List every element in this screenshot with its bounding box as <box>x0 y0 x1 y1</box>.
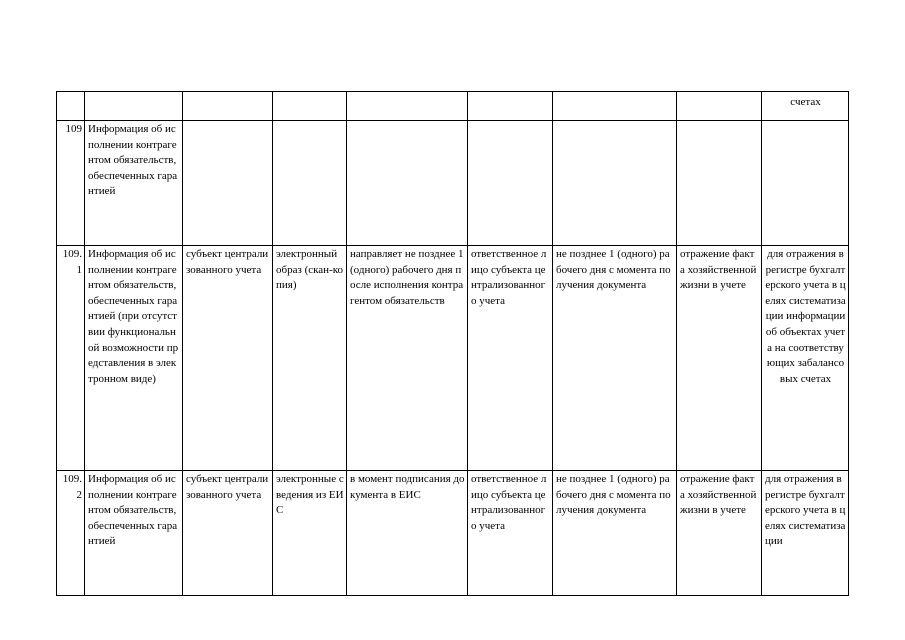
cell-deadline: направляет не позднее 1 (одного) рабочего дня после исполнения контрагентом обязательств <box>347 246 468 471</box>
cell-processing-time: не позднее 1 (одного) рабочего дня с момента получения документа <box>553 246 677 471</box>
cell-purpose: счетах <box>762 92 849 121</box>
cell-action <box>677 121 762 246</box>
cell-document-name: Информация об исполнении контрагентом обязательств, обеспеченных гарантией <box>85 471 183 596</box>
cell-recipient: ответственное лицо субъекта централизованного учета <box>468 471 553 596</box>
cell-purpose: для отражения в регистре бухгалтерского учета в целях систематизации информации об объектах учета на соответствующих забалансовых счетах <box>762 246 849 471</box>
cell-format: электронный образ (скан-копия) <box>273 246 347 471</box>
cell-processing-time <box>553 121 677 246</box>
cell-action: отражение факта хозяйственной жизни в учете <box>677 246 762 471</box>
cell-creator: субъект централизованного учета <box>183 471 273 596</box>
table-row <box>57 471 849 596</box>
cell-processing-time <box>553 92 677 121</box>
cell-document-name <box>85 92 183 121</box>
table-row <box>57 92 849 121</box>
cell-recipient <box>468 121 553 246</box>
cell-purpose <box>762 121 849 246</box>
cell-purpose: для отражения в регистре бухгалтерского учета в целях систематизации <box>762 471 849 596</box>
cell-recipient: ответственное лицо субъекта централизованного учета <box>468 246 553 471</box>
cell-document-name: Информация об исполнении контрагентом обязательств, обеспеченных гарантией <box>85 121 183 246</box>
table-row <box>57 246 849 471</box>
document-table <box>56 91 849 596</box>
cell-format: электронные сведения из ЕИС <box>273 471 347 596</box>
cell-deadline: в момент подписания документа в ЕИС <box>347 471 468 596</box>
cell-recipient <box>468 92 553 121</box>
cell-action <box>677 92 762 121</box>
cell-deadline <box>347 121 468 246</box>
cell-number <box>57 92 85 121</box>
cell-format <box>273 92 347 121</box>
cell-creator <box>183 121 273 246</box>
cell-number: 109.2 <box>57 471 85 596</box>
cell-creator <box>183 92 273 121</box>
cell-document-name: Информация об исполнении контрагентом обязательств, обеспеченных гарантией (при отсутствии функциональной возможности представления в электронном виде) <box>85 246 183 471</box>
cell-number: 109.1 <box>57 246 85 471</box>
cell-deadline <box>347 92 468 121</box>
cell-action: отражение факта хозяйственной жизни в учете <box>677 471 762 596</box>
cell-format <box>273 121 347 246</box>
table-row <box>57 121 849 246</box>
cell-processing-time: не позднее 1 (одного) рабочего дня с момента получения документа <box>553 471 677 596</box>
cell-number: 109 <box>57 121 85 246</box>
document-page <box>56 91 848 596</box>
cell-creator: субъект централизованного учета <box>183 246 273 471</box>
